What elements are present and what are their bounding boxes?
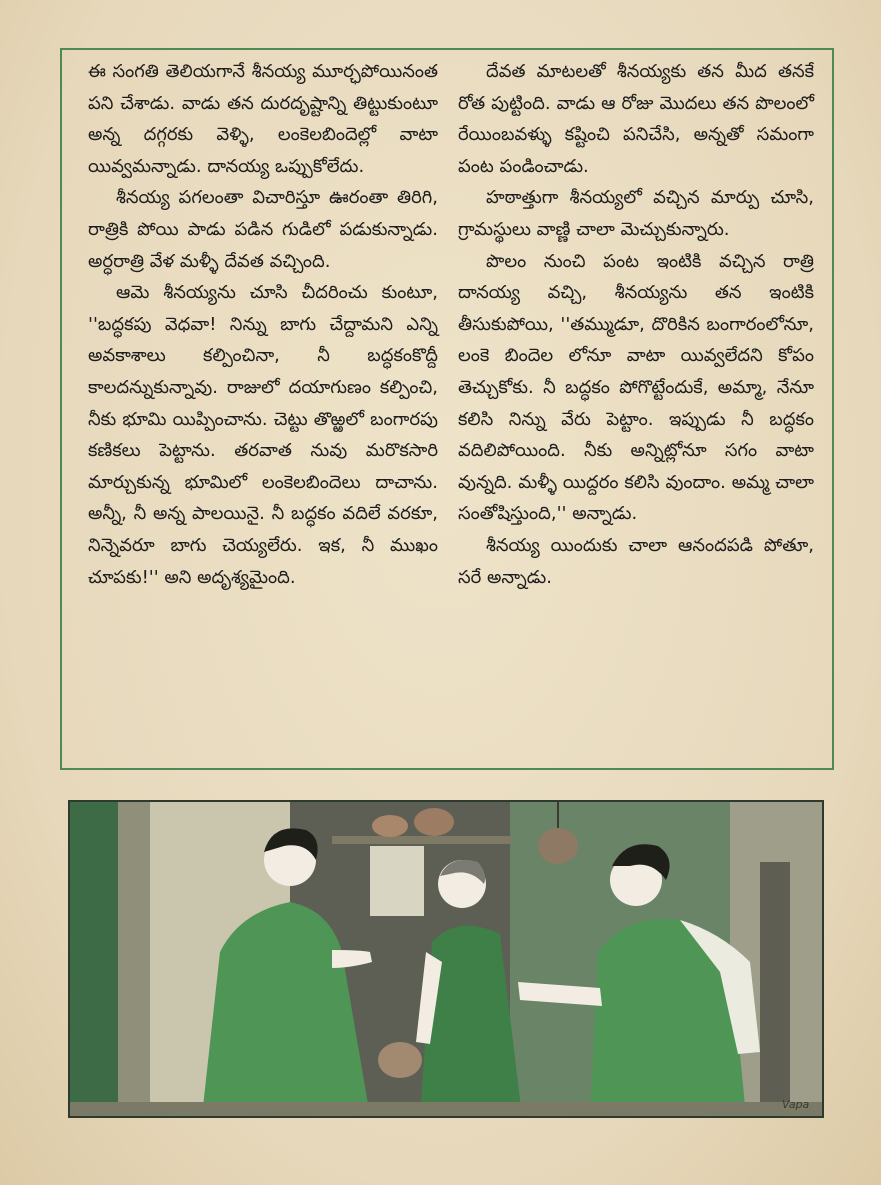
- hanging-cloth: [370, 846, 424, 916]
- floor-pot: [378, 1042, 422, 1078]
- artist-signature: Vapa: [782, 1098, 810, 1111]
- paragraph: ఈ సంగతి తెలియగానే శీనయ్య మూర్ఛపోయినంత పని చేశాడు. వాడు తన దురదృష్టాన్ని తిట్టుకుంటూ అన్న దగ్గరకు వెళ్ళి, లంకెలబిందెల్లో వాటా యివ్వమన్నాడు. దానయ్య ఒప్పుకోలేదు.: [88, 61, 438, 177]
- story-illustration: [68, 800, 824, 1118]
- floor: [70, 1102, 822, 1116]
- paragraph: హఠాత్తుగా శీనయ్యలో వచ్చిన మార్పు చూసి, గ్రామస్థులు వాణ్ణి చాలా మెచ్చుకున్నారు.: [458, 187, 814, 240]
- paragraph: పొలం నుంచి పంట ఇంటికి వచ్చిన రాత్రి దానయ్య వచ్చి, శీనయ్యను తన ఇంటికి తీసుకుపోయి, ''తమ్ముడూ, దొరికిన బంగారంలోనూ, లంకె బిందెల లోనూ వాటా యివ్వలేదని కోపం తెచ్చుకోకు. నీ బద్ధకం పోగొట్టేందుకే, అమ్మా, నేనూ కలిసి నిన్ను వేరు పెట్టాం. ఇప్పుడు నీ బద్ధకం వదిలిపోయింది. నీకు అన్నిట్లోనూ సగం వాటా వున్నది. మళ్ళీ యిద్దరం కలిసి వుందాం. అమ్మ చాలా సంతోషిస్తుంది,'' అన్నాడు.: [458, 250, 814, 525]
- paragraph: శీనయ్య యిందుకు చాలా ఆనందపడి పోతూ, సరే అన్నాడు.: [458, 534, 814, 588]
- story-text-frame: [60, 48, 834, 770]
- paragraph: శీనయ్య పగలంతా విచారిస్తూ ఊరంతా తిరిగి, రాత్రికి పోయి పాడు పడిన గుడిలో పడుకున్నాడు. అర్ధరాత్రి వేళ మళ్ళీ దేవత వచ్చింది.: [88, 187, 438, 272]
- paragraph: దేవత మాటలతో శీనయ్యకు తన మీద తనకే రోత పుట్టింది. వాడు ఆ రోజు మొదలు తన పొలంలో రేయింబవళ్ళు కష్టించి పనిచేసి, అన్నతో సమంగా పంట పండించాడు.: [458, 61, 814, 177]
- paragraph: ఆమె శీనయ్యను చూసి చీదరించు కుంటూ, ''బద్ధకపు వెధవా! నిన్ను బాగు చేద్దామని ఎన్ని అవకాశాలు కల్పించినా, నీ బద్ధకంకొద్దీ కాలదన్నుకున్నావు. రాజులో దయాగుణం కల్పించి, నీకు భూమి యిప్పించాను. చెట్టు తొఱ్ఱలో బంగారపు కణికలు పెట్టాను. తరవాత నువు మరొకసారి మార్చుకున్న భూమిలో లంకెలబిందెలు దాచాను. అన్నీ, నీ అన్న పాలయినై. నీ బద్ధకం వదిలే వరకూ, నిన్నెవరూ బాగు చెయ్యలేరు. ఇక, నీ ముఖం చూపకు!'' అని అదృశ్యమైంది.: [88, 282, 438, 588]
- right-text-column: [458, 56, 814, 593]
- window-bars: [760, 862, 790, 1102]
- left-text-column: [88, 56, 438, 593]
- clay-pot: [414, 808, 454, 836]
- illustration-scene: [70, 802, 822, 1116]
- shelf: [332, 836, 512, 844]
- wooden-post: [118, 802, 150, 1116]
- hanging-pot: [538, 828, 578, 864]
- clay-pot: [372, 815, 408, 837]
